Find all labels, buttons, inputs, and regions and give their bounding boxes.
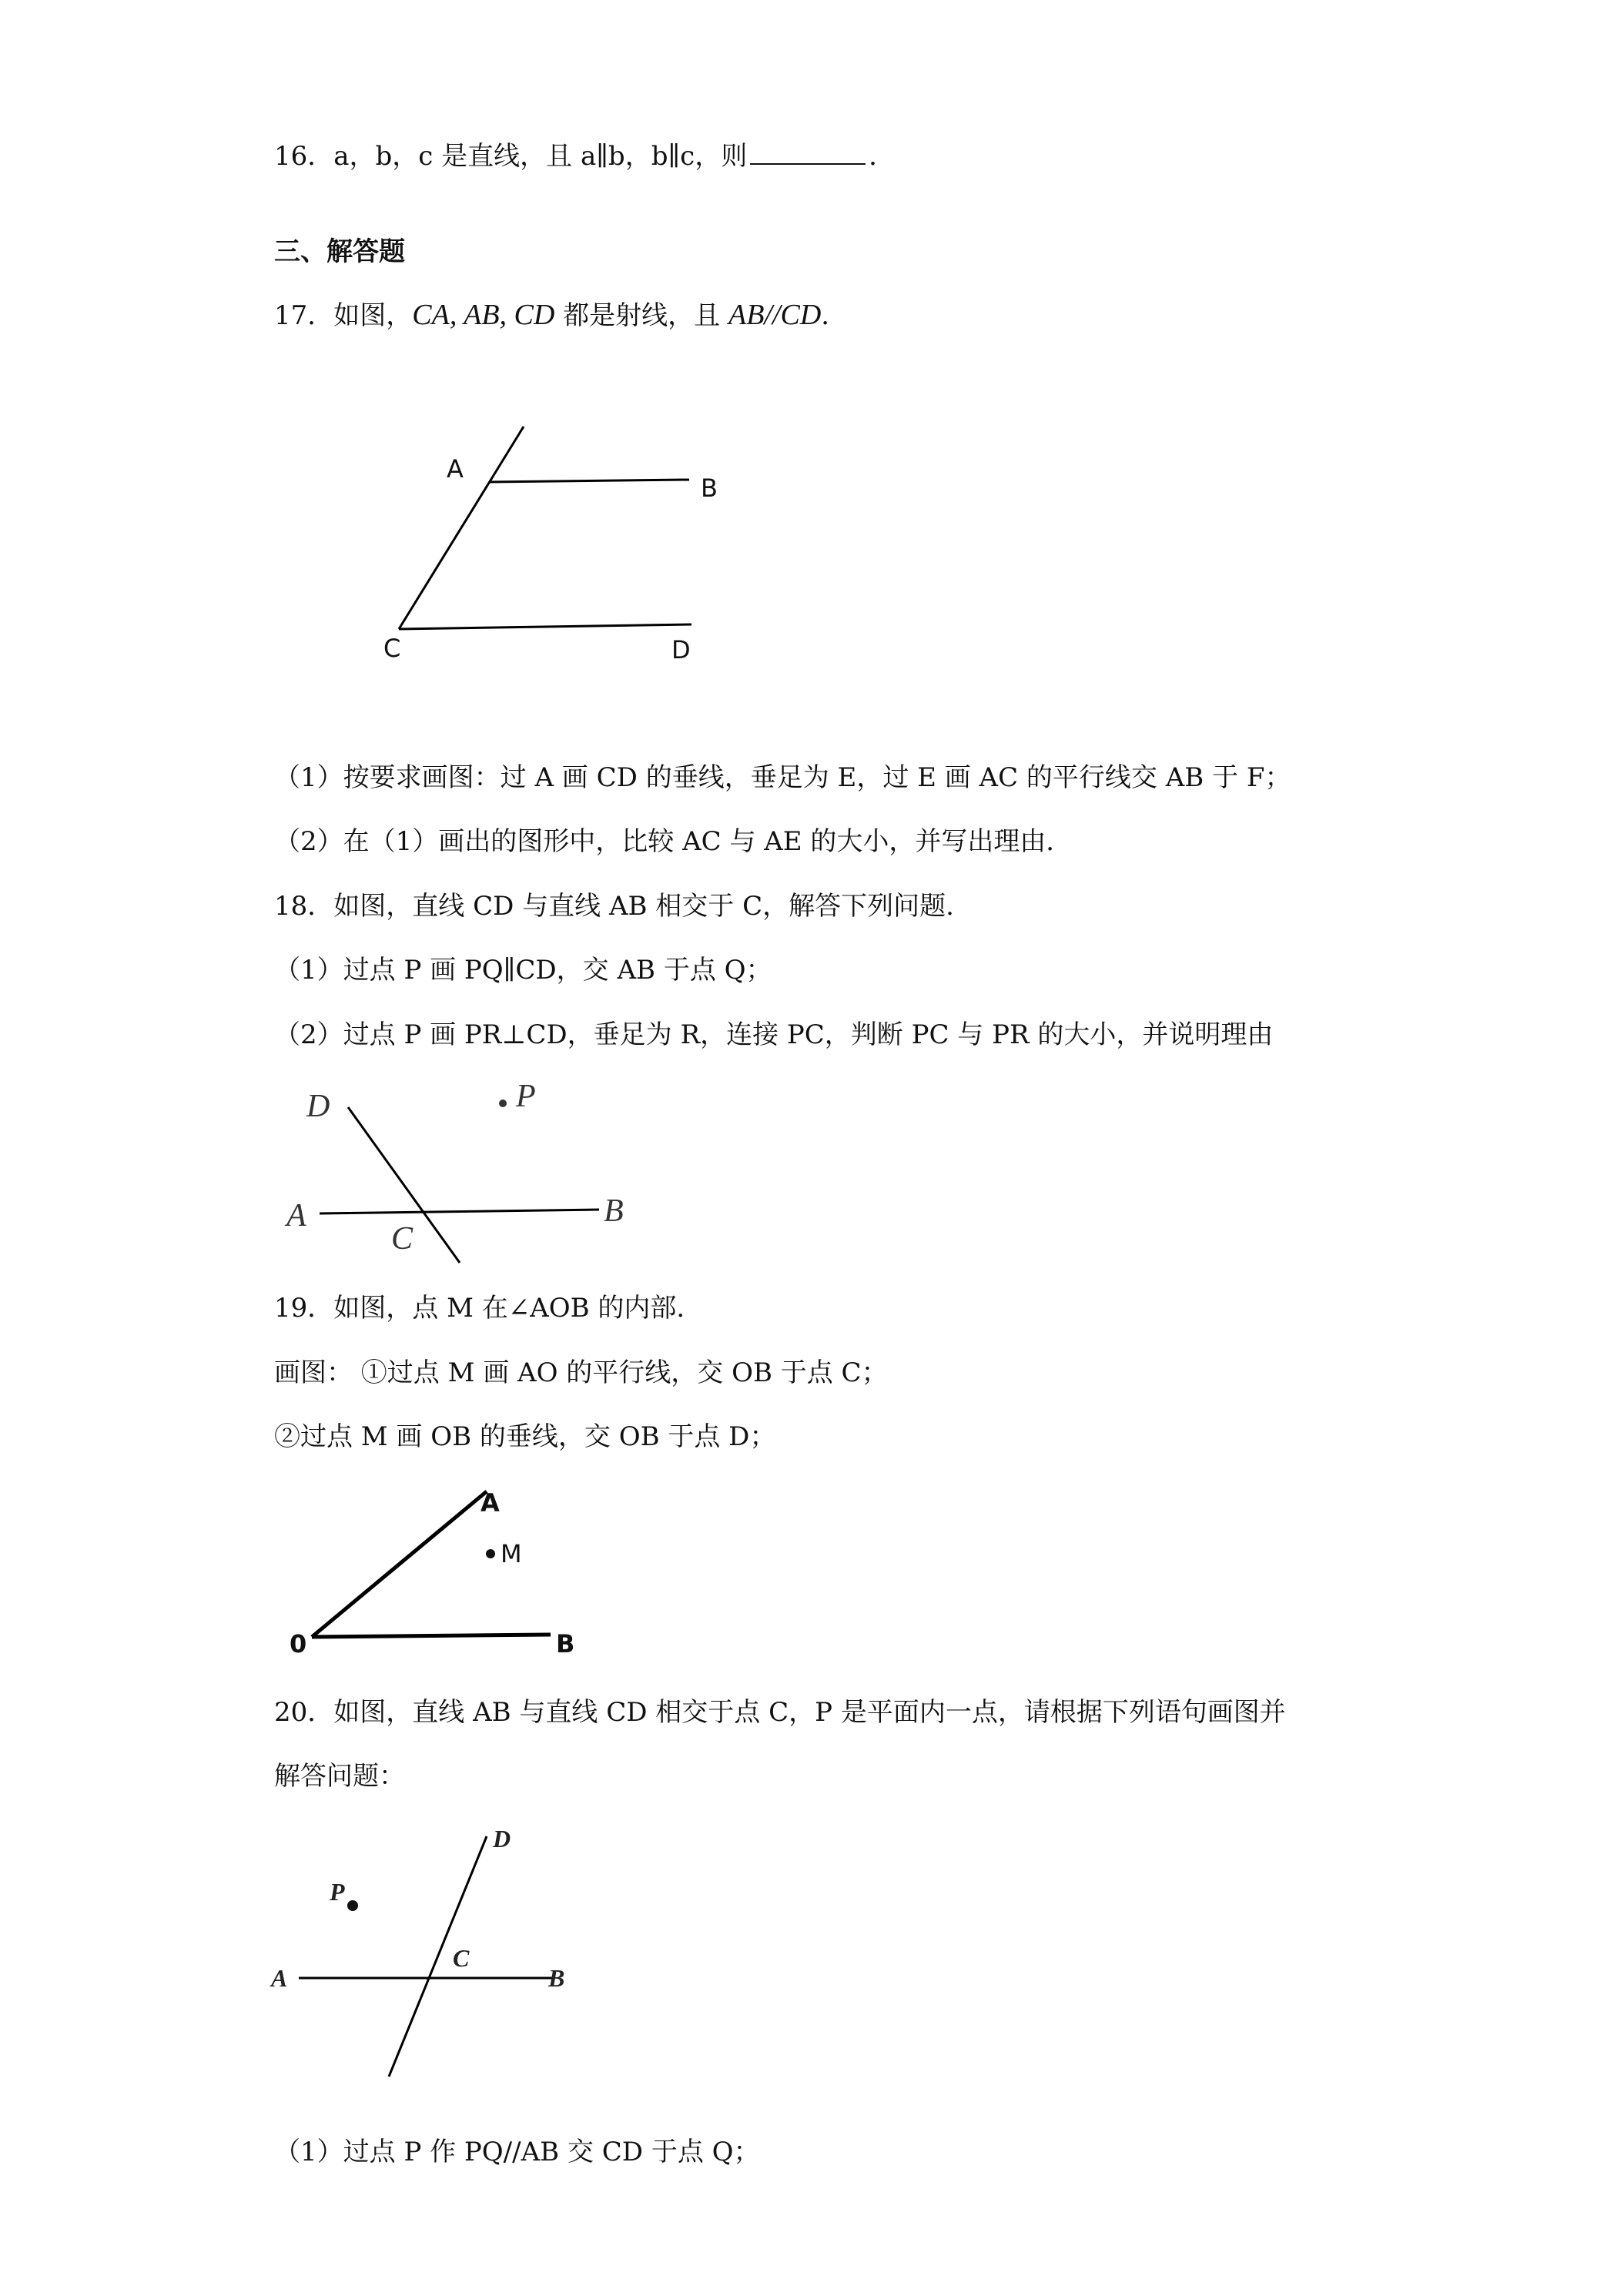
q16-line: [274, 141, 896, 172]
q20-label-A: A: [271, 1964, 288, 1992]
q18-part2: （2）过点 P 画 PR⊥CD，垂足为 R，连接 PC，判断 PC 与 PR 的大小，并说明理由: [274, 1019, 1274, 1050]
q20-point-P: [347, 1900, 358, 1911]
q19-point-M: [486, 1549, 495, 1558]
q17-rays: CA, AB, CD: [412, 299, 555, 331]
q19-stem: 19．如图，点 M 在∠AOB 的内部.: [274, 1293, 685, 1324]
q20-line-CD: [389, 1836, 487, 2077]
q17-end: ．: [821, 300, 848, 331]
q18-part1: （1）过点 P 画 PQ∥CD，交 AB 于点 Q；: [274, 955, 772, 986]
q19-label-B: B: [556, 1629, 575, 1658]
q17-label-A: A: [447, 454, 464, 484]
q19-draw2: ②过点 M 画 OB 的垂线，交 OB 于点 D；: [274, 1421, 776, 1452]
q17-mid: 都是射线，且: [554, 300, 728, 331]
q17-label-B: B: [701, 474, 718, 503]
q18-stem: 18．如图，直线 CD 与直线 AB 相交于 C，解答下列问题.: [274, 891, 954, 922]
q19-figure: [277, 1474, 601, 1675]
q19-ray-OA: [312, 1491, 487, 1637]
q20-label-D: D: [493, 1825, 511, 1853]
q17-label-C: C: [383, 634, 401, 663]
q19-label-M: M: [501, 1539, 522, 1568]
q17-part1: （1）按要求画图：过 A 画 CD 的垂线，垂足为 E，过 E 画 AC 的平行线交 AB 于 F；: [274, 762, 1291, 793]
q19-label-O: 0: [290, 1629, 307, 1658]
q20-part1: （1）过点 P 作 PQ//AB 交 CD 于点 Q；: [274, 2137, 760, 2167]
q18-line-AB: [320, 1210, 599, 1213]
q18-point-P: [499, 1099, 507, 1107]
q16-answer-blank[interactable]: [750, 145, 866, 165]
q18-label-A: A: [286, 1198, 306, 1233]
q20-label-B: B: [548, 1964, 565, 1992]
q18-figure: [277, 1078, 647, 1278]
q19-ray-OB: [312, 1635, 551, 1637]
q17-figure: [370, 416, 739, 678]
q19-draw1: 画图： ①过点 M 画 AO 的平行线，交 OB 于点 C；: [274, 1357, 888, 1388]
q20-label-C: C: [453, 1944, 470, 1972]
q17-prefix: 17．如图，: [274, 300, 413, 331]
q20-figure: [262, 1821, 601, 2090]
q17-label-D: D: [671, 635, 691, 664]
q16-tail: ．: [869, 141, 896, 172]
q18-label-D: D: [306, 1089, 330, 1124]
section-heading: 三、解答题: [274, 236, 405, 267]
q17-relation: AB//CD: [728, 299, 822, 331]
q20-label-P: P: [330, 1878, 345, 1906]
q20-stem-line1: 20．如图，直线 AB 与直线 CD 相交于点 C，P 是平面内一点，请根据下列语句画图并: [274, 1697, 1286, 1728]
q17-ray-AB: [489, 480, 689, 482]
q19-label-A: A: [481, 1488, 500, 1518]
q18-label-C: C: [391, 1221, 414, 1257]
q16-text: 16．a，b，c 是直线，且 a∥b，b∥c，则: [274, 141, 748, 172]
q20-stem-line2: 解答问题：: [274, 1761, 405, 1792]
q18-label-B: B: [604, 1193, 624, 1229]
q17-ray-CD: [399, 624, 691, 629]
q18-label-P: P: [516, 1079, 536, 1114]
q17-stem: [274, 300, 847, 330]
q17-part2: （2）在（1）画出的图形中，比较 AC 与 AE 的大小，并写出理由．: [274, 826, 1073, 857]
